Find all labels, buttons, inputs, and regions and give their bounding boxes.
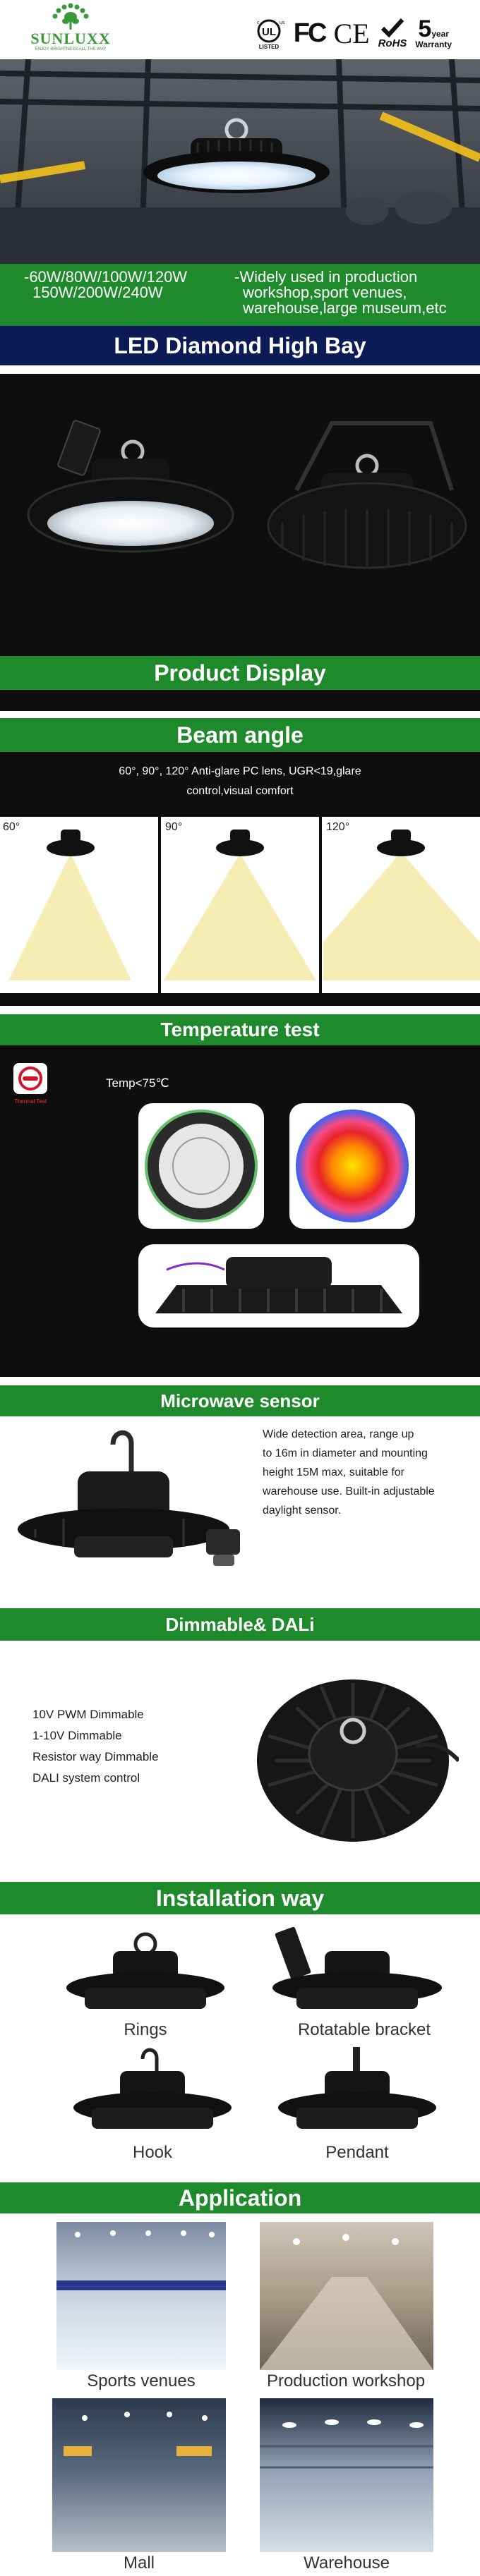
usage-line: workshop,sport venues, — [243, 284, 407, 301]
warranty-unit: year — [431, 29, 450, 39]
product-name-band — [0, 326, 480, 365]
application-section — [0, 2213, 480, 2576]
beam-angle-section — [0, 752, 480, 1006]
power-line: 150W/200W/240W — [32, 284, 163, 301]
warehouse-photo — [260, 2398, 433, 2552]
pendant-mount-icon — [278, 2047, 436, 2129]
warranty-badge — [415, 18, 452, 49]
brand-tagline: ENJOY BRIGHTNESS ALL THE WAY — [35, 47, 107, 51]
factory-background — [0, 59, 480, 264]
microwave-line: warehouse use. Built-in adjustable — [263, 1486, 435, 1497]
beam-angle-label: 60° — [3, 821, 20, 833]
thermal-badge-label: Thermal Test — [13, 1098, 47, 1105]
svg-text:LISTED: LISTED — [258, 44, 280, 49]
svg-text:UL: UL — [261, 26, 276, 38]
ring-mount-icon — [66, 1934, 224, 2009]
hero-banner — [0, 59, 480, 264]
dimmable-title-bar — [0, 1608, 480, 1641]
brand-name: SUNLUXX — [30, 30, 111, 47]
installation-methods — [0, 1914, 480, 2182]
spacer — [0, 1600, 480, 1608]
power-options — [24, 269, 229, 300]
microwave-line: to 16m in diameter and mounting — [263, 1447, 428, 1459]
usage-line: -Widely used in production — [234, 268, 418, 286]
installation-label: Pendant — [325, 2143, 389, 2162]
beam-description-line: 60°, 90°, 120° Anti-glare PC lens, UGR<19,glare — [119, 765, 361, 777]
spacer — [0, 1873, 480, 1882]
installation-label: Hook — [132, 2143, 173, 2162]
section-title: Beam angle — [176, 722, 304, 748]
usage-text — [234, 269, 474, 316]
certification-badges — [253, 16, 452, 51]
section-title: Application — [178, 2185, 302, 2211]
section-title: Dimmable& DALi — [165, 1614, 315, 1635]
installation-section — [0, 1914, 480, 2182]
section-title: Product Display — [154, 660, 326, 686]
spacer — [0, 690, 480, 711]
dimming-option: Resistor way Dimmable — [32, 1750, 159, 1763]
microwave-line: Wide detection area, range up — [263, 1428, 414, 1440]
installation-label: Rings — [124, 2020, 167, 2039]
svg-text:us: us — [279, 20, 285, 25]
thermal-images — [0, 1045, 480, 1377]
application-title-bar — [0, 2182, 480, 2213]
fcc-mark: FC — [293, 18, 325, 48]
spacer — [0, 711, 480, 718]
rohs-badge — [378, 18, 407, 49]
installation-label: Rotatable bracket — [297, 2020, 431, 2039]
hook-mount-icon — [73, 2050, 232, 2129]
temperature-reading: Temp<75℃ — [106, 1076, 169, 1090]
application-photos — [0, 2213, 480, 2576]
section-title: Microwave sensor — [160, 1390, 320, 1411]
microwave-section — [0, 1416, 480, 1600]
warranty-label: Warranty — [415, 40, 452, 49]
checkmark-icon — [380, 18, 404, 37]
microwave-title-bar — [0, 1385, 480, 1416]
dimming-option: 10V PWM Dimmable — [32, 1708, 144, 1721]
ce-mark: CE — [333, 17, 370, 49]
dimming-option: DALI system control — [32, 1771, 140, 1785]
dimmable-lamp-icon — [247, 1669, 459, 1852]
svg-text:c: c — [256, 20, 260, 25]
application-label: Mall — [123, 2553, 155, 2572]
dimmable-section — [0, 1641, 480, 1873]
microwave-description — [263, 1425, 474, 1520]
application-label: Sports venues — [87, 2371, 196, 2390]
dimming-option: 1-10V Dimmable — [32, 1729, 122, 1742]
sports-venue-photo — [56, 2222, 226, 2370]
mall-photo — [52, 2398, 226, 2552]
rohs-label: RoHS — [378, 37, 407, 49]
hero-feature-band — [0, 264, 480, 326]
section-title: Installation way — [155, 1885, 325, 1911]
beam-angle-diagrams — [0, 817, 480, 993]
section-title: Temperature test — [160, 1019, 320, 1040]
product-name: LED Diamond High Bay — [114, 333, 366, 358]
microwave-line: daylight sensor. — [263, 1505, 342, 1517]
beam-description-line: control,visual comfort — [186, 785, 294, 797]
spacer — [0, 365, 480, 374]
production-workshop-photo — [260, 2222, 433, 2370]
high-bay-with-bracket-icon — [28, 420, 233, 552]
high-bay-with-hanger-icon — [268, 423, 466, 569]
dimming-options — [32, 1704, 159, 1789]
temperature-title-bar — [0, 1014, 480, 1045]
temperature-section — [0, 1045, 480, 1377]
spacer — [0, 1006, 480, 1014]
sunluxx-logo[interactable] — [28, 3, 113, 58]
sun-logo-icon — [51, 3, 90, 31]
power-line: -60W/80W/100W/120W — [24, 268, 188, 286]
page-header — [0, 0, 480, 59]
usage-line: warehouse,large museum,etc — [243, 299, 447, 317]
product-display-photo — [0, 374, 480, 656]
beam-angle-title-bar — [0, 718, 480, 752]
application-label: Warehouse — [304, 2553, 390, 2572]
ul-listed-icon — [253, 17, 285, 49]
bracket-mount-icon — [272, 1926, 442, 2009]
product-display-title-bar — [0, 656, 480, 690]
beam-angle-label: 120° — [326, 821, 350, 833]
sensor-lamp-icon — [7, 1423, 254, 1593]
warranty-years: 5 — [418, 16, 432, 42]
microwave-line: height 15M max, suitable for — [263, 1466, 404, 1478]
beam-angle-label: 90° — [165, 821, 183, 833]
spacer — [0, 1377, 480, 1385]
installation-title-bar — [0, 1882, 480, 1914]
application-label: Production workshop — [266, 2371, 426, 2390]
